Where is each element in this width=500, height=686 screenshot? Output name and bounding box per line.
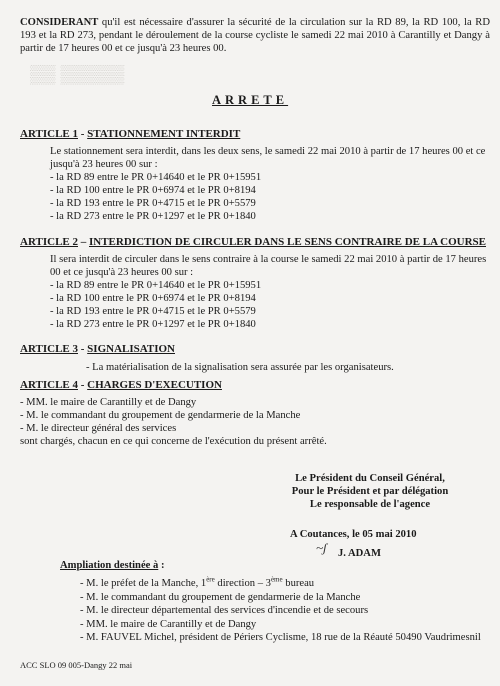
signature-name: J. ADAM — [338, 548, 381, 559]
article-2-separator: – — [78, 236, 89, 248]
signature-block — [270, 472, 470, 511]
article-1-heading — [20, 128, 240, 141]
article-2-list — [50, 279, 261, 331]
article-1-item: - la RD 89 entre le PR 0+14640 et le PR 0+15951 — [50, 172, 262, 183]
article-4-heading — [20, 379, 222, 392]
article-2-item: - la RD 89 entre le PR 0+14640 et le PR 0+15951 — [50, 280, 262, 291]
article-4-item: - M. le directeur général des services — [20, 423, 177, 434]
article-1-item: - la RD 100 entre le PR 0+6974 et le PR 0+8194 — [50, 185, 256, 196]
handwritten-signature: ~ʃ — [316, 540, 327, 555]
article-3-separator: - — [78, 343, 88, 355]
signature-place-date: A Coutances, le 05 mai 2010 — [290, 529, 417, 540]
article-1-list — [50, 171, 261, 223]
article-1-intro: Le stationnement sera interdit, dans les deux sens, le samedi 22 mai 2010 à partir de 17 heures 00 et ce jusqu'à 23 heures 00 sur : — [50, 146, 486, 170]
article-1-item: - la RD 193 entre le PR 0+4715 et le PR 0+5579 — [50, 198, 256, 209]
article-4-separator: - — [78, 379, 88, 391]
ampliation-heading-text: Ampliation destinée à — [60, 560, 159, 571]
article-4-closing: sont chargés, chacun en ce qui concerne de l'exécution du présent arrêté. — [20, 436, 327, 447]
article-2-title: INTERDICTION DE CIRCULER DANS LE SENS CONTRAIRE DE LA COURSE — [89, 236, 486, 248]
article-1-number: ARTICLE 1 — [20, 128, 78, 140]
article-4-item: - M. le commandant du groupement de gendarmerie de la Manche — [20, 410, 301, 421]
article-3-heading — [20, 343, 175, 356]
ampliation-heading-colon: : — [158, 560, 165, 571]
considerant-paragraph — [20, 16, 490, 55]
article-1-separator: - — [78, 128, 88, 140]
prefet-sup-1: ère — [206, 575, 215, 584]
signature-line-1: Le Président du Conseil Général, — [295, 473, 445, 484]
article-4-list — [20, 396, 327, 448]
prefet-part-b: direction – 3 — [214, 578, 271, 589]
article-1-item: - la RD 273 entre le PR 0+1297 et le PR 0+1840 — [50, 211, 256, 222]
ampliation-item: - M. le directeur départemental des services d'incendie et de secours — [80, 605, 369, 616]
ampliation-item-prefet — [80, 577, 481, 591]
article-4-item: - MM. le maire de Carantilly et de Dangy — [20, 397, 197, 408]
article-3-number: ARTICLE 3 — [20, 343, 78, 355]
considerant-lead: CONSIDERANT — [20, 17, 99, 28]
prefet-part-a: - M. le préfet de la Manche, 1 — [80, 578, 207, 589]
article-2-item: - la RD 193 entre le PR 0+4715 et le PR 0+5579 — [50, 306, 256, 317]
article-3-title: SIGNALISATION — [87, 343, 175, 355]
considerant-text: qu'il est nécessaire d'assurer la sécurité de la circulation sur la RD 89, la RD 100, la RD 193 et la RD 273, pendant le déroulement de la course cycliste le samedi 22 mai 2010 à Carantilly et Dangy à partir de 17 heures 00 et ce jusqu'à 23 heures 00. — [20, 17, 490, 54]
article-2-heading — [20, 236, 486, 249]
ampliation-list — [80, 577, 481, 645]
bleed-through-logo: ▒▒ ▒▒▒▒▒ — [30, 64, 125, 84]
prefet-sup-2: ème — [270, 575, 283, 584]
arrete-title: ARRETE — [212, 93, 289, 107]
article-4-title: CHARGES D'EXECUTION — [87, 379, 222, 391]
prefet-part-c: bureau — [282, 578, 315, 589]
ampliation-item: - M. FAUVEL Michel, président de Périers Cyclisme, 18 rue de la Réauté 50490 Vaudrimesnil — [80, 632, 481, 643]
ampliation-heading — [60, 559, 164, 572]
document-reference-footer: ACC SLO 09 005-Dangy 22 mai — [20, 660, 133, 670]
article-2-item: - la RD 100 entre le PR 0+6974 et le PR 0+8194 — [50, 293, 256, 304]
article-2-item: - la RD 273 entre le PR 0+1297 et le PR 0+1840 — [50, 319, 256, 330]
article-4-number: ARTICLE 4 — [20, 379, 78, 391]
signature-line-2: Pour le Président et par délégation — [291, 486, 449, 497]
signature-line-3: Le responsable de l'agence — [309, 499, 431, 510]
article-2-intro: Il sera interdit de circuler dans le sens contraire à la course le samedi 22 mai 2010 à partir de 17 heures 00 et ce jusqu'à 23 heures 00 sur : — [50, 254, 487, 278]
article-3-text: - La matérialisation de la signalisation sera assurée par les organisateurs. — [86, 362, 394, 373]
ampliation-item: - MM. le maire de Carantilly et de Dangy — [80, 618, 257, 630]
ampliation-item: - M. le commandant du groupement de gendarmerie de la Manche — [80, 591, 361, 603]
article-1-title: STATIONNEMENT INTERDIT — [87, 128, 241, 140]
article-2-number: ARTICLE 2 — [20, 236, 78, 248]
